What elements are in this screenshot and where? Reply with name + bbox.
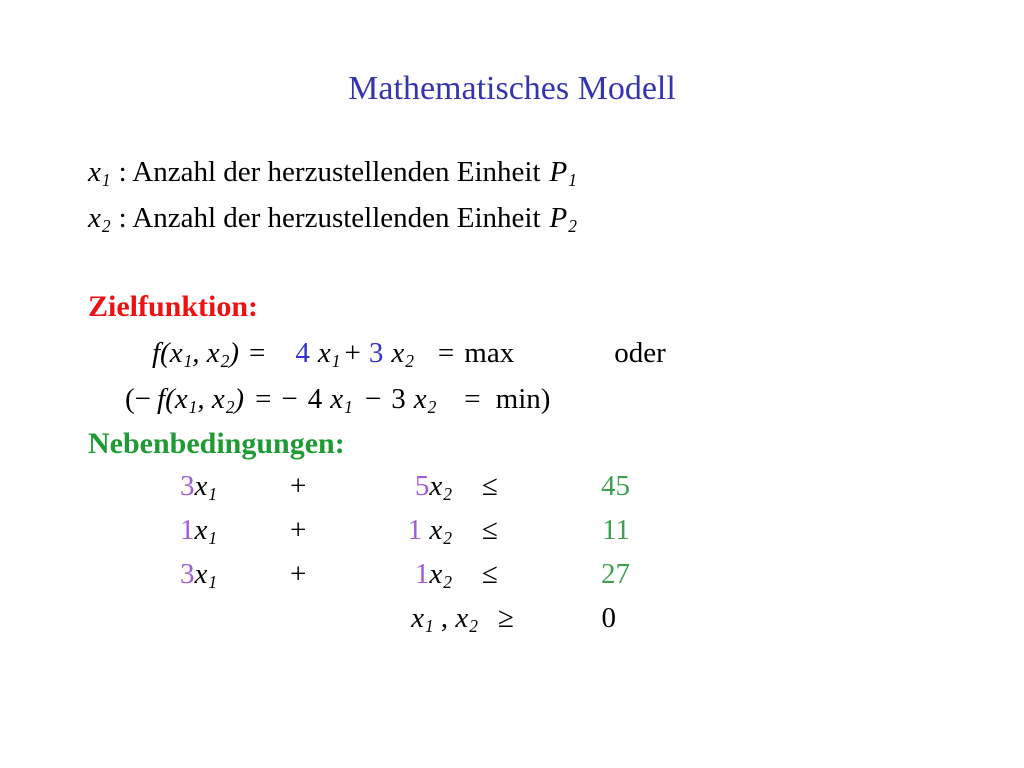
less-equal-sign: ≤	[482, 558, 498, 590]
coefficient: 5	[414, 470, 430, 502]
plus-sign: +	[344, 337, 361, 369]
constraint-rhs: 27	[601, 558, 630, 590]
variable-subscript: 2	[469, 616, 478, 637]
variable-subscript: 1	[208, 484, 218, 505]
minus-sign: −	[281, 383, 298, 415]
variable-subscript: 2	[443, 572, 452, 593]
objective-coefficient-1: 4	[295, 337, 310, 369]
variable-subscript: 2	[443, 484, 452, 505]
objective-heading: Zielfunktion:	[88, 290, 259, 323]
variable: x	[429, 470, 443, 502]
variable: x	[455, 602, 469, 634]
objective-var-1: x	[317, 337, 331, 369]
nonnegativity-row	[180, 602, 630, 635]
unit-p1: P	[549, 156, 568, 188]
slide-title: Mathematisches Modell	[348, 70, 676, 107]
coefficient: 3	[180, 470, 195, 502]
variable: x	[194, 514, 208, 546]
constraint-rhs: 0	[601, 602, 616, 634]
objective-neg-lhs-sub1: 1	[188, 397, 198, 418]
negated-var-2: x	[413, 383, 427, 415]
comma: ,	[433, 602, 456, 634]
objective-var-1-sub: 1	[331, 351, 341, 372]
objective-neg-lhs: f(x	[157, 383, 188, 415]
unit-p1-subscript: 1	[568, 170, 577, 191]
objective-neg-lhs-close: )	[234, 383, 245, 415]
coefficient: 1	[407, 514, 430, 546]
objective-function-negated-line	[125, 383, 550, 416]
variable-x2-subscript: 2	[101, 216, 111, 237]
variable-x2: x	[88, 202, 101, 234]
variable-subscript: 2	[443, 528, 452, 549]
negated-coefficient-2: 3	[391, 383, 406, 415]
constraint-row	[180, 514, 630, 547]
objective-lhs-sub2: 2	[220, 351, 230, 372]
variable-subscript: 1	[424, 616, 434, 637]
equals-sign: =	[249, 337, 266, 369]
objective-coefficient-2: 3	[368, 337, 384, 369]
objective-function-line	[152, 337, 666, 370]
objective-neg-lhs-mid: , x	[197, 383, 225, 415]
variable: x	[429, 558, 443, 590]
coefficient: 1	[414, 558, 430, 590]
definition-x2-text: : Anzahl der herzustellenden Einheit	[118, 202, 541, 234]
variable: x	[411, 602, 424, 634]
coefficient: 1	[180, 514, 195, 546]
constraint-rhs: 45	[601, 470, 630, 502]
constraint-row	[180, 470, 630, 503]
variable: x	[429, 514, 443, 546]
variable-subscript: 1	[208, 572, 218, 593]
variable: x	[194, 558, 208, 590]
negated-var-2-sub: 2	[427, 397, 437, 418]
variable-x1: x	[88, 156, 101, 188]
plus-sign: +	[290, 558, 307, 590]
variable: x	[194, 470, 208, 502]
less-equal-sign: ≤	[482, 514, 498, 546]
plus-sign: +	[290, 470, 307, 502]
constraints-heading: Nebenbedingungen:	[88, 427, 345, 460]
objective-goal-min: min)	[495, 383, 551, 415]
equals-sign: =	[437, 337, 455, 369]
equals-sign: =	[255, 383, 272, 415]
objective-var-2: x	[391, 337, 405, 369]
constraint-row	[180, 558, 630, 591]
constraint-rhs: 11	[602, 514, 630, 546]
coefficient: 3	[180, 558, 195, 590]
objective-goal-max: max	[464, 337, 515, 369]
objective-lhs-close: )	[229, 337, 240, 369]
minus-sign: −	[364, 383, 382, 415]
open-paren-minus: (−	[125, 383, 152, 415]
plus-sign: +	[290, 514, 307, 546]
greater-equal-sign: ≥	[498, 602, 514, 634]
unit-p2-subscript: 2	[568, 216, 577, 237]
definition-x2	[88, 202, 577, 235]
variable-x1-subscript: 1	[101, 170, 111, 191]
variable-subscript: 1	[208, 528, 218, 549]
objective-lhs: f(x	[152, 337, 183, 369]
objective-lhs-sub1: 1	[183, 351, 193, 372]
objective-lhs-mid: , x	[192, 337, 220, 369]
objective-var-2-sub: 2	[405, 351, 414, 372]
oder-text: oder	[614, 337, 666, 369]
objective-neg-lhs-sub2: 2	[225, 397, 235, 418]
definition-x1	[88, 156, 577, 189]
unit-p2: P	[549, 202, 568, 234]
equals-sign: =	[464, 383, 481, 415]
definition-x1-text: : Anzahl der herzustellenden Einheit	[118, 156, 541, 188]
negated-var-1-sub: 1	[344, 397, 353, 418]
negated-var-1: x	[330, 383, 344, 415]
negated-coefficient-1: 4	[307, 383, 323, 415]
less-equal-sign: ≤	[482, 470, 498, 502]
